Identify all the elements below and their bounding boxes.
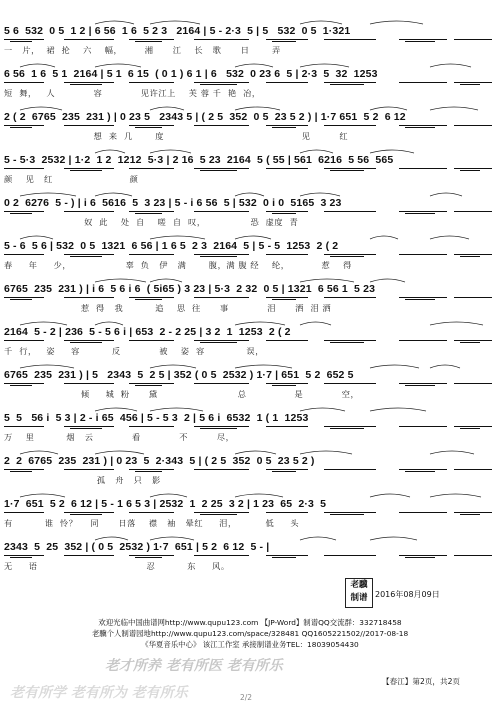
score-line xyxy=(0,452,500,495)
score-line xyxy=(0,194,500,237)
page-number: 2/2 xyxy=(240,693,253,702)
footer-line-3: 《华夏音乐中心》 该江工作室 承接制谱业务TEL：18039054430 xyxy=(141,640,359,649)
lyrics-text: 想 来 几 度 见 红 xyxy=(4,131,349,141)
lyrics-text: 倾 城 粉 黛 总 是 空， xyxy=(4,389,360,399)
notation-text: 0 2 6276 5 - ) | i 6 5616 5 3 23 | 5 - i 6 56 5 | 532 0 i 0 5165 3 23 xyxy=(4,197,342,209)
notation-text: 5 6 532 0 5 1 2 | 6 56 1 6 5 2 3 2164 | 5 - 2·3 5 | 5 532 0 5 1·321 xyxy=(4,25,351,37)
lyrics-text: 万 里 烟 云 看 不 尽， xyxy=(4,432,235,442)
score-line xyxy=(0,495,500,538)
stamp-line-1: 老驥 xyxy=(350,580,368,590)
score-line xyxy=(0,237,500,280)
notation-text: 2164 5 - 2 | 236 5 - 5 6 i | 653 2 - 2 25 | 3 2 1 1253 2 ( 2 xyxy=(4,326,291,338)
lyrics-text: 春 年 少， 辜 负 伊 满 腹，满 腹 经 纶， 惹 得 xyxy=(4,260,352,270)
stamp-line-2: 制谱 xyxy=(350,593,368,603)
notation-text: 5 - 5·3 2532 | 1·2 1 2 1212 5·3 | 2 16 5 23 2164 5 ( 55 | 561 6216 5 56 565 xyxy=(4,154,394,166)
page-info: 【春江】第2页，共2页 xyxy=(382,677,461,686)
lyrics-text: 奴 此 处 自 嗟 自 叹， 恐 虚度 青 xyxy=(4,217,299,227)
score-line xyxy=(0,65,500,108)
footer-line-1: 欢迎光临中国曲谱网http://www.qupu123.com 【JP-Word】制谱QQ交流群：332718458 xyxy=(98,618,402,627)
score-line xyxy=(0,409,500,452)
lyrics-text: 无 语 忍 东 风。 xyxy=(4,561,230,571)
notation-text: 5 - 6 5 6 | 532 0 5 1321 6 56 | 1 6 5 2 3 2164 5 | 5 - 5 1253 2 ( 2 xyxy=(4,240,339,252)
notation-text: 6765 235 231 ) | 5 2343 5 2 5 | 352 ( 0 5 2532 ) 1·7 | 651 5 2 652 5 xyxy=(4,369,354,381)
score-line xyxy=(0,538,500,581)
lyrics-text: 短 舞， 人 容 见许江上 芙 蓉 千 艳 冶， xyxy=(4,88,261,98)
notation-text: 6 56 1 6 5 1 2164 | 5 1 6 15 ( 0 1 ) 6 1 | 6 532 0 23 6 5 | 2·3 5 32 1253 xyxy=(4,68,378,80)
watermark-row-2: 老有所学 老有所为 老有所乐 xyxy=(10,685,188,701)
notation-text: 2 ( 2 6765 235 231 ) | 0 23 5 2343 5 | ( 2 5 352 0 5 23 5 2 ) | 1·7 651 5 2 6 12 xyxy=(4,111,406,123)
watermark-row-1: 老才所养 老有所医 老有所乐 xyxy=(105,658,283,674)
score-line xyxy=(0,366,500,409)
lyrics-text: 千 行， 姿 容 反 被 姿 容 误， xyxy=(4,346,264,356)
notation-text: 5 5 56 i 5 3 | 2 - i 65 456 | 5 - 5 3 2 | 5 6 i 6532 1 ( 1 1253 xyxy=(4,412,309,424)
lyrics-text: 一 片， 裙 抡 六 幅， 湘 江 长 歌 日 弄 xyxy=(4,45,281,55)
score-line xyxy=(0,280,500,323)
score-line xyxy=(0,108,500,151)
notation-text: 2 2 6765 235 231 ) | 0 23 5 2·343 5 | ( 2 5 352 0 5 23 5 2 ) xyxy=(4,455,315,467)
lyrics-text: 孤 舟 只 影 xyxy=(4,475,161,485)
lyrics-text: 惹 得 我 追 思 往 事 泪 洒 泪 洒 xyxy=(4,303,332,313)
score-line xyxy=(0,151,500,194)
score-line xyxy=(0,22,500,65)
notation-text: 2343 5 25 352 | ( 0 5 2532 ) 1·7 651 | 5 2 6 12 5 - | xyxy=(4,541,270,553)
notation-text: 1·7 651 5 2 6 12 | 5 - 1 6 5 3 | 2532 1 2 25 3 2 | 1 23 65 2·3 5 xyxy=(4,498,327,510)
lyrics-text: 颜 见 红 颜 xyxy=(4,174,139,184)
arranger-stamp xyxy=(345,578,373,608)
notation-text: 6765 235 231 ) | i 6 5 6 i 6 ( 5i65 ) 3 23 | 5·3 2 32 0 5 | 1321 6 56 1 5 23 xyxy=(4,283,376,295)
lyrics-text: 有 谁 怜？ 同 日落 襟 袖 晕红 泪， 低 头 xyxy=(4,518,300,528)
footer-line-2: 老驥个人制谱园地http://www.qupu123.com/space/328481 QQ1605221502//2017-08-18 xyxy=(91,629,409,638)
score-line xyxy=(0,323,500,366)
score-date: 2016年08月09日 xyxy=(375,590,440,599)
